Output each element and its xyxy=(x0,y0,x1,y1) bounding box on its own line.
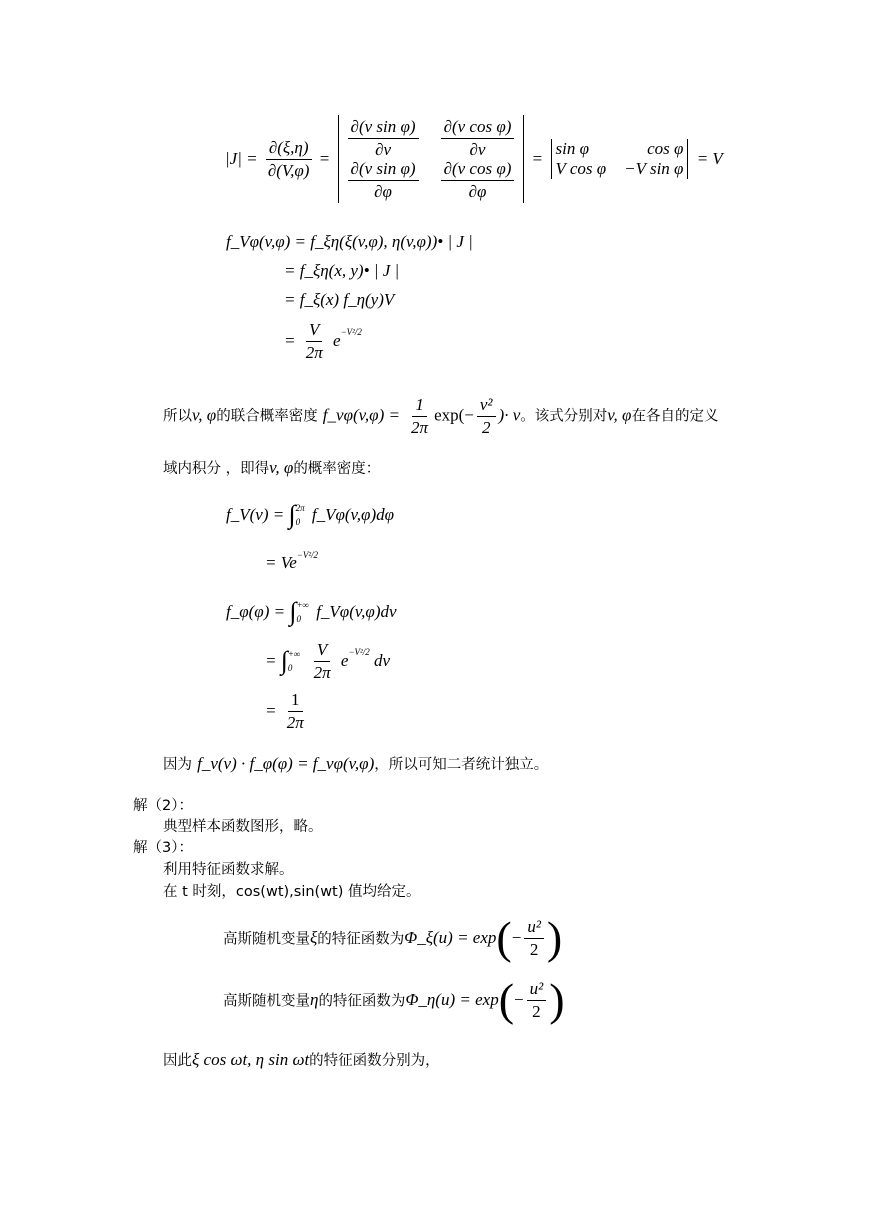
equals-sign: = xyxy=(265,651,277,671)
integral-sign: ∫ xyxy=(289,597,297,626)
math-inline: exp(− xyxy=(434,405,474,425)
exp-base: e xyxy=(333,331,341,351)
fraction-denominator: ∂φ xyxy=(468,181,487,201)
solution-3-line-1: 利用特征函数求解。 xyxy=(163,862,294,878)
fraction-denominator: 2π xyxy=(313,662,331,682)
char-function-eta xyxy=(223,974,565,1025)
jacobian-determinant xyxy=(551,139,689,180)
fraction-numerator: ∂(v cos φ) xyxy=(441,159,515,181)
paragraph-joint-pdf xyxy=(163,395,718,437)
right-paren: ) xyxy=(549,974,565,1025)
lower-limit: 0 xyxy=(287,663,293,674)
fraction-denominator: 2 xyxy=(532,1001,541,1021)
jacobian-matrix xyxy=(338,115,525,203)
marginal-phi-line-2 xyxy=(265,640,390,682)
equals-sign: = xyxy=(265,701,277,721)
math-inline: Φ_ξ(u) = exp xyxy=(404,928,497,947)
fraction-numerator: V xyxy=(306,320,322,342)
math-inline: v, φ xyxy=(192,405,217,425)
math-inline: η xyxy=(310,990,319,1009)
minus-sign: − xyxy=(511,928,522,947)
text: 高斯随机变量 xyxy=(223,931,310,948)
text: ，所以可知二者统计独立。 xyxy=(374,757,549,773)
fraction-denominator: ∂φ xyxy=(374,181,392,201)
marginal-phi-line-3 xyxy=(265,690,310,732)
upper-limit: +∞ xyxy=(296,599,309,610)
paragraph-integrate xyxy=(163,457,380,478)
integral-limits xyxy=(296,501,305,530)
fraction-denominator: 2π xyxy=(305,342,323,362)
left-paren: ( xyxy=(498,974,515,1025)
math-inline: ξ xyxy=(310,928,318,947)
joint-line-2: = f_ξη(x, y)• | J | xyxy=(284,261,400,280)
fraction-numerator: 1 xyxy=(288,690,303,712)
fraction-denominator: ∂v xyxy=(375,139,392,159)
math-inline: dv xyxy=(373,651,391,671)
fraction-numerator: ∂(v sin φ) xyxy=(348,117,419,139)
integral-sign: ∫ xyxy=(280,646,288,676)
fraction-numerator: V xyxy=(314,640,330,662)
exp-power: −V²/2 xyxy=(340,326,362,337)
jacobian-partial-fraction xyxy=(265,138,313,180)
minus-sign: − xyxy=(514,990,524,1009)
joint-fraction xyxy=(303,320,326,362)
char-function-xi xyxy=(223,912,563,963)
solution-2-body: 典型样本函数图形，略。 xyxy=(163,819,323,835)
upper-limit: 2π xyxy=(295,502,305,513)
text: 所以 xyxy=(163,408,192,425)
fraction-denominator: 2π xyxy=(286,712,304,732)
math-inline: f_Vφ(v,φ)dφ xyxy=(311,505,395,524)
equals-sign: = xyxy=(532,149,543,169)
math-inline: f_v(v) · f_φ(φ) = f_vφ(v,φ) xyxy=(197,754,375,773)
marginal-result-fraction xyxy=(284,690,307,732)
exp-base: e xyxy=(340,651,349,671)
integral-limits xyxy=(296,598,309,627)
fraction-denominator: ∂v xyxy=(469,139,486,159)
text: 的特征函数分别为， xyxy=(309,1053,440,1069)
math-inline: )· v xyxy=(498,405,521,425)
matrix-entry xyxy=(441,159,515,201)
text: 因此 xyxy=(163,1053,192,1069)
jacobian-lhs: |J| = xyxy=(225,149,258,169)
exp-power: −V²/2 xyxy=(348,646,370,657)
fraction-numerator: ∂(v cos φ) xyxy=(441,117,515,139)
left-paren: ( xyxy=(496,912,512,963)
math-inline: f_V(v) = xyxy=(226,505,285,524)
det-entry: sin φ xyxy=(555,138,589,158)
paragraph-char-functions xyxy=(163,1049,440,1070)
marginal-fraction xyxy=(311,640,334,682)
char-fraction xyxy=(527,979,547,1021)
lower-limit: 0 xyxy=(296,614,301,624)
fraction-numerator: 1 xyxy=(412,395,427,417)
jacobian-result: = V xyxy=(696,149,723,169)
solution-3-heading: 解（3）： xyxy=(133,840,193,856)
text: 的联合概率密度 xyxy=(216,408,318,425)
math-inline: v, φ xyxy=(269,458,294,477)
jacobian-equation xyxy=(225,115,723,203)
equals-sign: = xyxy=(319,149,330,169)
upper-limit: +∞ xyxy=(287,648,301,659)
marginal-phi-line-1 xyxy=(226,597,397,627)
matrix-entry xyxy=(441,117,515,159)
det-entry: −V sin φ xyxy=(624,159,684,179)
fraction-denominator: ∂(V,φ) xyxy=(267,160,310,180)
math-inline: Φ_η(u) = exp xyxy=(405,990,499,1009)
det-entry: V cos φ xyxy=(555,159,607,179)
lower-limit: 0 xyxy=(295,517,301,527)
text: 在各自的定义 xyxy=(631,408,719,425)
fraction-numerator: ∂(v sin φ) xyxy=(348,159,419,181)
integral-sign: ∫ xyxy=(288,500,296,529)
math-inline: f_Vφ(v,φ)dv xyxy=(316,602,397,621)
det-entry: cos φ xyxy=(647,138,684,158)
exp-power: −V²/2 xyxy=(296,550,319,560)
joint-line-3: = f_ξ(x) f_η(y)V xyxy=(284,290,395,309)
text: 的概率密度： xyxy=(293,461,381,477)
fraction-denominator: 2 xyxy=(481,417,491,437)
text: 域内积分 ，即得 xyxy=(163,461,270,477)
text: 的特征函数为 xyxy=(318,993,406,1010)
fraction-numerator: u² xyxy=(527,979,547,1001)
fraction-numerator: u² xyxy=(524,917,544,939)
equals-sign: = xyxy=(284,331,296,351)
solution-2-heading: 解（2）： xyxy=(133,798,193,814)
matrix-entry xyxy=(348,117,419,159)
joint-line-1: f_Vφ(v,φ) = f_ξη(ξ(v,φ), η(v,φ))• | J | xyxy=(226,232,473,251)
right-paren: ) xyxy=(546,912,563,963)
marginal-v-line-1 xyxy=(226,500,394,530)
math-inline: ξ cos ωt, η sin ωt xyxy=(192,1050,310,1069)
formula-fraction xyxy=(408,395,431,437)
math-inline: f_vφ(v,φ) = xyxy=(322,405,400,425)
text: 的特征函数为 xyxy=(317,931,405,948)
fraction-denominator: 2π xyxy=(411,417,429,437)
fraction-numerator: v² xyxy=(477,395,496,417)
math-inline: = Ve xyxy=(265,553,297,572)
matrix-entry xyxy=(348,159,419,201)
char-fraction xyxy=(524,917,544,959)
fraction-denominator: 2 xyxy=(529,939,539,959)
text: 。该式分别对 xyxy=(520,408,608,425)
integral-limits xyxy=(288,647,301,676)
paragraph-independence xyxy=(163,753,548,774)
math-inline: v, φ xyxy=(607,405,632,425)
formula-exp-fraction xyxy=(477,395,496,437)
joint-line-4 xyxy=(284,320,362,362)
text: 因为 xyxy=(163,757,192,773)
math-inline: f_φ(φ) = xyxy=(226,602,286,621)
text: 高斯随机变量 xyxy=(223,993,310,1010)
solution-3-line-2: 在 t 时刻，cos(wt),sin(wt) 值均给定。 xyxy=(163,884,421,900)
fraction-numerator: ∂(ξ,η) xyxy=(266,138,312,160)
marginal-v-line-2 xyxy=(265,550,319,573)
